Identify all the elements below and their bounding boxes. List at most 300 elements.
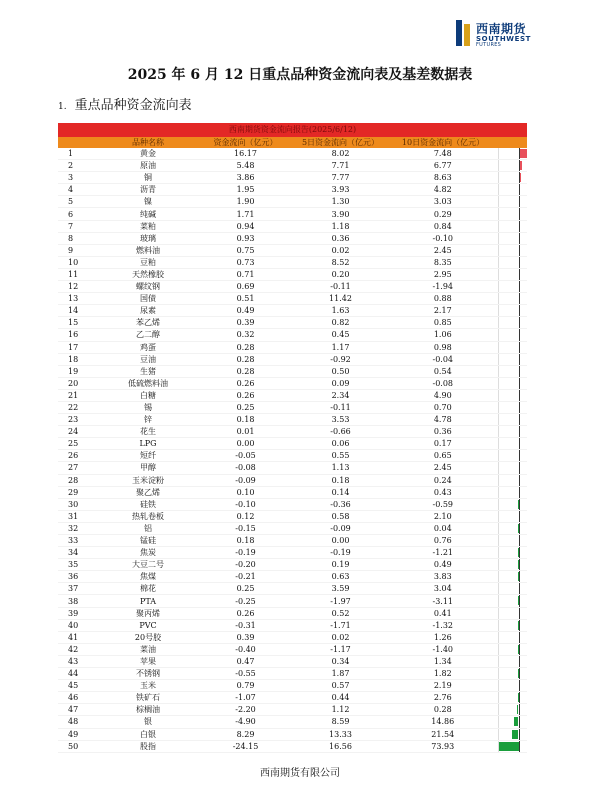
row-index: 13 (58, 293, 98, 305)
row-flow-10d: 1.34 (388, 655, 498, 667)
row-flow-10d: 0.84 (388, 220, 498, 232)
table-row (58, 160, 527, 172)
row-flow-5d: 7.71 (293, 160, 388, 172)
row-flow-10d: 0.24 (388, 474, 498, 486)
table-row (58, 196, 527, 208)
row-flow: 0.73 (198, 256, 293, 268)
row-name: 花生 (98, 426, 198, 438)
row-flow-10d: -0.10 (388, 232, 498, 244)
bar-axis (519, 438, 520, 449)
row-flow-10d: 2.17 (388, 305, 498, 317)
row-flow-5d: -0.11 (293, 281, 388, 293)
row-name: 天然橡胶 (98, 268, 198, 280)
row-flow: 0.26 (198, 377, 293, 389)
row-name: 焦炭 (98, 547, 198, 559)
bar-axis (519, 402, 520, 413)
row-flow-bar (498, 244, 527, 256)
bar-fill (512, 730, 519, 739)
row-flow-10d: 0.54 (388, 365, 498, 377)
row-flow-bar (498, 583, 527, 595)
row-flow-bar (498, 740, 527, 752)
row-flow: 0.25 (198, 583, 293, 595)
row-flow-bar (498, 196, 527, 208)
table-row (58, 148, 527, 160)
table-row (58, 389, 527, 401)
row-index: 38 (58, 595, 98, 607)
row-flow: -0.05 (198, 450, 293, 462)
row-index: 22 (58, 401, 98, 413)
row-name: 聚乙烯 (98, 486, 198, 498)
row-flow-10d: 8.63 (388, 172, 498, 184)
row-name: 螺纹钢 (98, 281, 198, 293)
table-row (58, 535, 527, 547)
table-row (58, 740, 527, 752)
row-flow: -4.90 (198, 716, 293, 728)
row-flow: 0.93 (198, 232, 293, 244)
bar-axis (519, 172, 520, 183)
row-flow-5d: 0.55 (293, 450, 388, 462)
row-name: 锰硅 (98, 535, 198, 547)
row-name: 玻璃 (98, 232, 198, 244)
row-flow-10d: 1.26 (388, 631, 498, 643)
row-flow-5d: 0.58 (293, 510, 388, 522)
row-index: 4 (58, 184, 98, 196)
table-row (58, 716, 527, 728)
row-flow-5d: 8.52 (293, 256, 388, 268)
row-flow-10d: 7.48 (388, 148, 498, 160)
row-flow-10d: 2.19 (388, 680, 498, 692)
row-flow-bar (498, 450, 527, 462)
row-index: 37 (58, 583, 98, 595)
row-index: 46 (58, 692, 98, 704)
row-flow-bar (498, 353, 527, 365)
row-name: 低硫燃料油 (98, 377, 198, 389)
row-index: 36 (58, 571, 98, 583)
bar-fill (499, 742, 519, 751)
table-row (58, 547, 527, 559)
row-flow-10d: -0.04 (388, 353, 498, 365)
row-flow: 0.94 (198, 220, 293, 232)
row-flow-bar (498, 716, 527, 728)
row-flow-5d: 1.13 (293, 462, 388, 474)
row-index: 40 (58, 619, 98, 631)
row-flow-10d: -0.08 (388, 377, 498, 389)
row-index: 15 (58, 317, 98, 329)
row-flow-5d: 0.19 (293, 559, 388, 571)
row-flow-10d: 3.03 (388, 196, 498, 208)
bar-axis (519, 571, 520, 582)
row-flow-bar (498, 220, 527, 232)
row-flow-bar (498, 160, 527, 172)
bar-axis (519, 378, 520, 389)
row-name: 铝 (98, 522, 198, 534)
row-flow-bar (498, 643, 527, 655)
row-flow-bar (498, 522, 527, 534)
row-flow-bar (498, 268, 527, 280)
table-row (58, 305, 527, 317)
row-index: 45 (58, 680, 98, 692)
row-flow-5d: 0.50 (293, 365, 388, 377)
bar-axis (519, 148, 520, 159)
row-flow: 0.25 (198, 401, 293, 413)
row-flow-5d: 1.63 (293, 305, 388, 317)
logo-text-cn: 西南期货 (476, 22, 527, 36)
row-flow: 0.28 (198, 341, 293, 353)
row-flow: -0.08 (198, 462, 293, 474)
row-name: 国债 (98, 293, 198, 305)
row-name: 短纤 (98, 450, 198, 462)
row-index: 32 (58, 522, 98, 534)
row-flow-10d: -1.32 (388, 619, 498, 631)
logo-mark-icon (456, 20, 472, 46)
col-header-flow: 资金流向（亿元） (198, 137, 293, 148)
row-flow-5d: 0.18 (293, 474, 388, 486)
table-row (58, 595, 527, 607)
bar-axis (519, 716, 520, 727)
row-index: 14 (58, 305, 98, 317)
row-flow-5d: 8.02 (293, 148, 388, 160)
row-flow-bar (498, 498, 527, 510)
bar-axis (519, 620, 520, 631)
bar-axis (519, 692, 520, 703)
col-header-flow-5d: 5日资金流向（亿元） (293, 137, 388, 148)
row-index: 3 (58, 172, 98, 184)
row-name: 锌 (98, 414, 198, 426)
row-index: 42 (58, 643, 98, 655)
row-index: 44 (58, 668, 98, 680)
table-row (58, 232, 527, 244)
row-name: 硅铁 (98, 498, 198, 510)
row-flow-bar (498, 184, 527, 196)
bar-axis (519, 196, 520, 207)
row-flow-10d: -0.59 (388, 498, 498, 510)
row-flow: -2.20 (198, 704, 293, 716)
row-flow-5d: -1.97 (293, 595, 388, 607)
row-flow-bar (498, 401, 527, 413)
row-flow: 0.71 (198, 268, 293, 280)
row-index: 50 (58, 740, 98, 752)
row-flow-5d: 0.63 (293, 571, 388, 583)
footer-company: 西南期货有限公司 (260, 768, 340, 779)
row-index: 11 (58, 268, 98, 280)
col-header-name: 品种名称 (98, 137, 198, 148)
bar-axis (519, 329, 520, 340)
row-flow-5d: 3.53 (293, 414, 388, 426)
row-flow: -0.15 (198, 522, 293, 534)
row-flow: 8.29 (198, 728, 293, 740)
row-flow-5d: 0.57 (293, 680, 388, 692)
row-flow-5d: 2.34 (293, 389, 388, 401)
row-flow: -0.10 (198, 498, 293, 510)
row-flow-bar (498, 438, 527, 450)
row-name: 菜粕 (98, 220, 198, 232)
table-row (58, 474, 527, 486)
row-flow: 0.18 (198, 535, 293, 547)
table-row (58, 268, 527, 280)
bar-axis (519, 354, 520, 365)
row-index: 33 (58, 535, 98, 547)
row-index: 31 (58, 510, 98, 522)
row-flow-bar (498, 631, 527, 643)
row-index: 19 (58, 365, 98, 377)
row-flow: 1.90 (198, 196, 293, 208)
row-index: 24 (58, 426, 98, 438)
row-flow: 0.32 (198, 329, 293, 341)
table-row (58, 583, 527, 595)
row-index: 28 (58, 474, 98, 486)
table-row (58, 281, 527, 293)
table-row (58, 655, 527, 667)
row-flow: 0.28 (198, 353, 293, 365)
row-flow-5d: 0.82 (293, 317, 388, 329)
bar-axis (519, 342, 520, 353)
col-header-flow-10d: 10日资金流向（亿元） (388, 137, 498, 148)
row-index: 23 (58, 414, 98, 426)
row-flow-bar (498, 172, 527, 184)
row-flow-bar (498, 462, 527, 474)
row-flow-10d: 2.95 (388, 268, 498, 280)
row-flow-5d: 7.77 (293, 172, 388, 184)
row-flow: -1.07 (198, 692, 293, 704)
bar-axis (519, 511, 520, 522)
table-row (58, 256, 527, 268)
row-flow: 5.48 (198, 160, 293, 172)
row-name: 燃料油 (98, 244, 198, 256)
row-flow-bar (498, 341, 527, 353)
row-flow-10d: 0.76 (388, 535, 498, 547)
row-flow-5d: 0.36 (293, 232, 388, 244)
table-row (58, 692, 527, 704)
bar-axis (519, 583, 520, 594)
bar-axis (519, 257, 520, 268)
row-index: 7 (58, 220, 98, 232)
row-name: 原油 (98, 160, 198, 172)
table-row (58, 341, 527, 353)
table-row (58, 293, 527, 305)
row-flow: 0.12 (198, 510, 293, 522)
bar-axis (519, 729, 520, 740)
bar-axis (519, 632, 520, 643)
row-index: 41 (58, 631, 98, 643)
row-flow-bar (498, 317, 527, 329)
row-index: 8 (58, 232, 98, 244)
row-name: 黄金 (98, 148, 198, 160)
row-flow-5d: 1.12 (293, 704, 388, 716)
row-flow-bar (498, 329, 527, 341)
table-row (58, 486, 527, 498)
row-flow-10d: 4.90 (388, 389, 498, 401)
row-name: 纯碱 (98, 208, 198, 220)
row-flow-5d: 3.93 (293, 184, 388, 196)
bar-axis (519, 450, 520, 461)
row-flow: -0.20 (198, 559, 293, 571)
table-header-row (58, 137, 527, 148)
row-index: 1 (58, 148, 98, 160)
row-flow-10d: 8.35 (388, 256, 498, 268)
row-flow-10d: -1.21 (388, 547, 498, 559)
row-index: 35 (58, 559, 98, 571)
row-flow-10d: 0.49 (388, 559, 498, 571)
row-name: 乙二醇 (98, 329, 198, 341)
row-name: 聚丙烯 (98, 607, 198, 619)
bar-axis (519, 317, 520, 328)
row-flow-bar (498, 692, 527, 704)
row-flow-10d: 0.28 (388, 704, 498, 716)
logo-text-en-sub: FUTURES (476, 42, 502, 48)
row-flow: 0.00 (198, 438, 293, 450)
row-name: 白银 (98, 728, 198, 740)
table-row (58, 462, 527, 474)
table-row (58, 414, 527, 426)
row-index: 21 (58, 389, 98, 401)
table-row (58, 244, 527, 256)
row-flow: 1.95 (198, 184, 293, 196)
row-flow-10d: -1.40 (388, 643, 498, 655)
row-flow: 1.71 (198, 208, 293, 220)
section-number: 1. (58, 102, 67, 112)
bar-axis (519, 281, 520, 292)
row-index: 2 (58, 160, 98, 172)
row-flow-10d: 4.82 (388, 184, 498, 196)
row-flow-bar (498, 486, 527, 498)
bar-axis (519, 414, 520, 425)
row-flow: -0.25 (198, 595, 293, 607)
row-name: 沥青 (98, 184, 198, 196)
row-flow: -0.19 (198, 547, 293, 559)
row-flow: 0.39 (198, 631, 293, 643)
bar-axis (519, 741, 520, 752)
row-flow: 0.51 (198, 293, 293, 305)
row-flow: 16.17 (198, 148, 293, 160)
row-flow-bar (498, 389, 527, 401)
row-flow: -24.15 (198, 740, 293, 752)
table-row (58, 220, 527, 232)
row-flow-bar (498, 305, 527, 317)
row-flow: -0.09 (198, 474, 293, 486)
row-name: 白糖 (98, 389, 198, 401)
table-row (58, 510, 527, 522)
row-flow-5d: 13.33 (293, 728, 388, 740)
bar-axis (519, 221, 520, 232)
company-logo (456, 20, 566, 48)
bar-axis (519, 535, 520, 546)
table-row (58, 426, 527, 438)
row-index: 10 (58, 256, 98, 268)
row-flow-5d: 0.00 (293, 535, 388, 547)
row-flow-10d: 0.36 (388, 426, 498, 438)
row-flow-5d: 1.30 (293, 196, 388, 208)
table-row (58, 643, 527, 655)
bar-axis (519, 523, 520, 534)
bar-axis (519, 704, 520, 715)
row-flow-5d: 1.17 (293, 341, 388, 353)
row-flow-10d: 3.83 (388, 571, 498, 583)
row-index: 39 (58, 607, 98, 619)
row-name: 焦煤 (98, 571, 198, 583)
row-flow-bar (498, 559, 527, 571)
bar-axis (519, 680, 520, 691)
row-index: 25 (58, 438, 98, 450)
bar-axis (519, 184, 520, 195)
row-name: PVC (98, 619, 198, 631)
col-header-index (58, 137, 98, 148)
row-name: 股指 (98, 740, 198, 752)
bar-axis (519, 160, 520, 171)
row-flow-10d: 0.41 (388, 607, 498, 619)
row-flow-5d: -0.36 (293, 498, 388, 510)
row-flow-5d: 3.59 (293, 583, 388, 595)
bar-axis (519, 366, 520, 377)
logo-text-en: SOUTHWEST (476, 35, 532, 43)
table-row (58, 607, 527, 619)
row-name: 尿素 (98, 305, 198, 317)
table-row (58, 668, 527, 680)
row-index: 48 (58, 716, 98, 728)
row-flow: 0.49 (198, 305, 293, 317)
row-flow: 0.75 (198, 244, 293, 256)
row-flow-10d: 0.29 (388, 208, 498, 220)
row-flow-5d: -1.71 (293, 619, 388, 631)
row-flow: 0.39 (198, 317, 293, 329)
row-name: 不锈钢 (98, 668, 198, 680)
row-flow-5d: 0.14 (293, 486, 388, 498)
row-flow: -0.55 (198, 668, 293, 680)
row-index: 17 (58, 341, 98, 353)
row-index: 20 (58, 377, 98, 389)
row-name: 豆油 (98, 353, 198, 365)
row-flow-bar (498, 281, 527, 293)
table-row (58, 377, 527, 389)
bar-axis (519, 245, 520, 256)
row-flow-bar (498, 293, 527, 305)
table-row (58, 317, 527, 329)
row-name: 铜 (98, 172, 198, 184)
row-flow-5d: 0.52 (293, 607, 388, 619)
row-flow-10d: 0.85 (388, 317, 498, 329)
row-index: 6 (58, 208, 98, 220)
table-row (58, 172, 527, 184)
row-flow: 0.47 (198, 655, 293, 667)
row-flow-5d: 0.02 (293, 631, 388, 643)
row-flow-5d: 0.20 (293, 268, 388, 280)
row-flow-bar (498, 208, 527, 220)
bar-axis (519, 208, 520, 219)
row-name: 热轧卷板 (98, 510, 198, 522)
bar-axis (519, 269, 520, 280)
bar-axis (519, 668, 520, 679)
row-name: 银 (98, 716, 198, 728)
row-flow-5d: 11.42 (293, 293, 388, 305)
row-flow-bar (498, 148, 527, 160)
row-flow-bar (498, 365, 527, 377)
row-flow-10d: 0.43 (388, 486, 498, 498)
row-flow: 0.01 (198, 426, 293, 438)
row-name: LPG (98, 438, 198, 450)
bar-axis (519, 656, 520, 667)
row-flow: 0.26 (198, 607, 293, 619)
row-name: 菜油 (98, 643, 198, 655)
row-flow: -0.21 (198, 571, 293, 583)
row-flow-10d: 14.86 (388, 716, 498, 728)
table-row (58, 208, 527, 220)
table-row (58, 571, 527, 583)
bar-axis (519, 644, 520, 655)
row-name: 玉米淀粉 (98, 474, 198, 486)
row-name: 苹果 (98, 655, 198, 667)
table-row (58, 498, 527, 510)
bar-fill (519, 149, 527, 158)
row-index: 26 (58, 450, 98, 462)
